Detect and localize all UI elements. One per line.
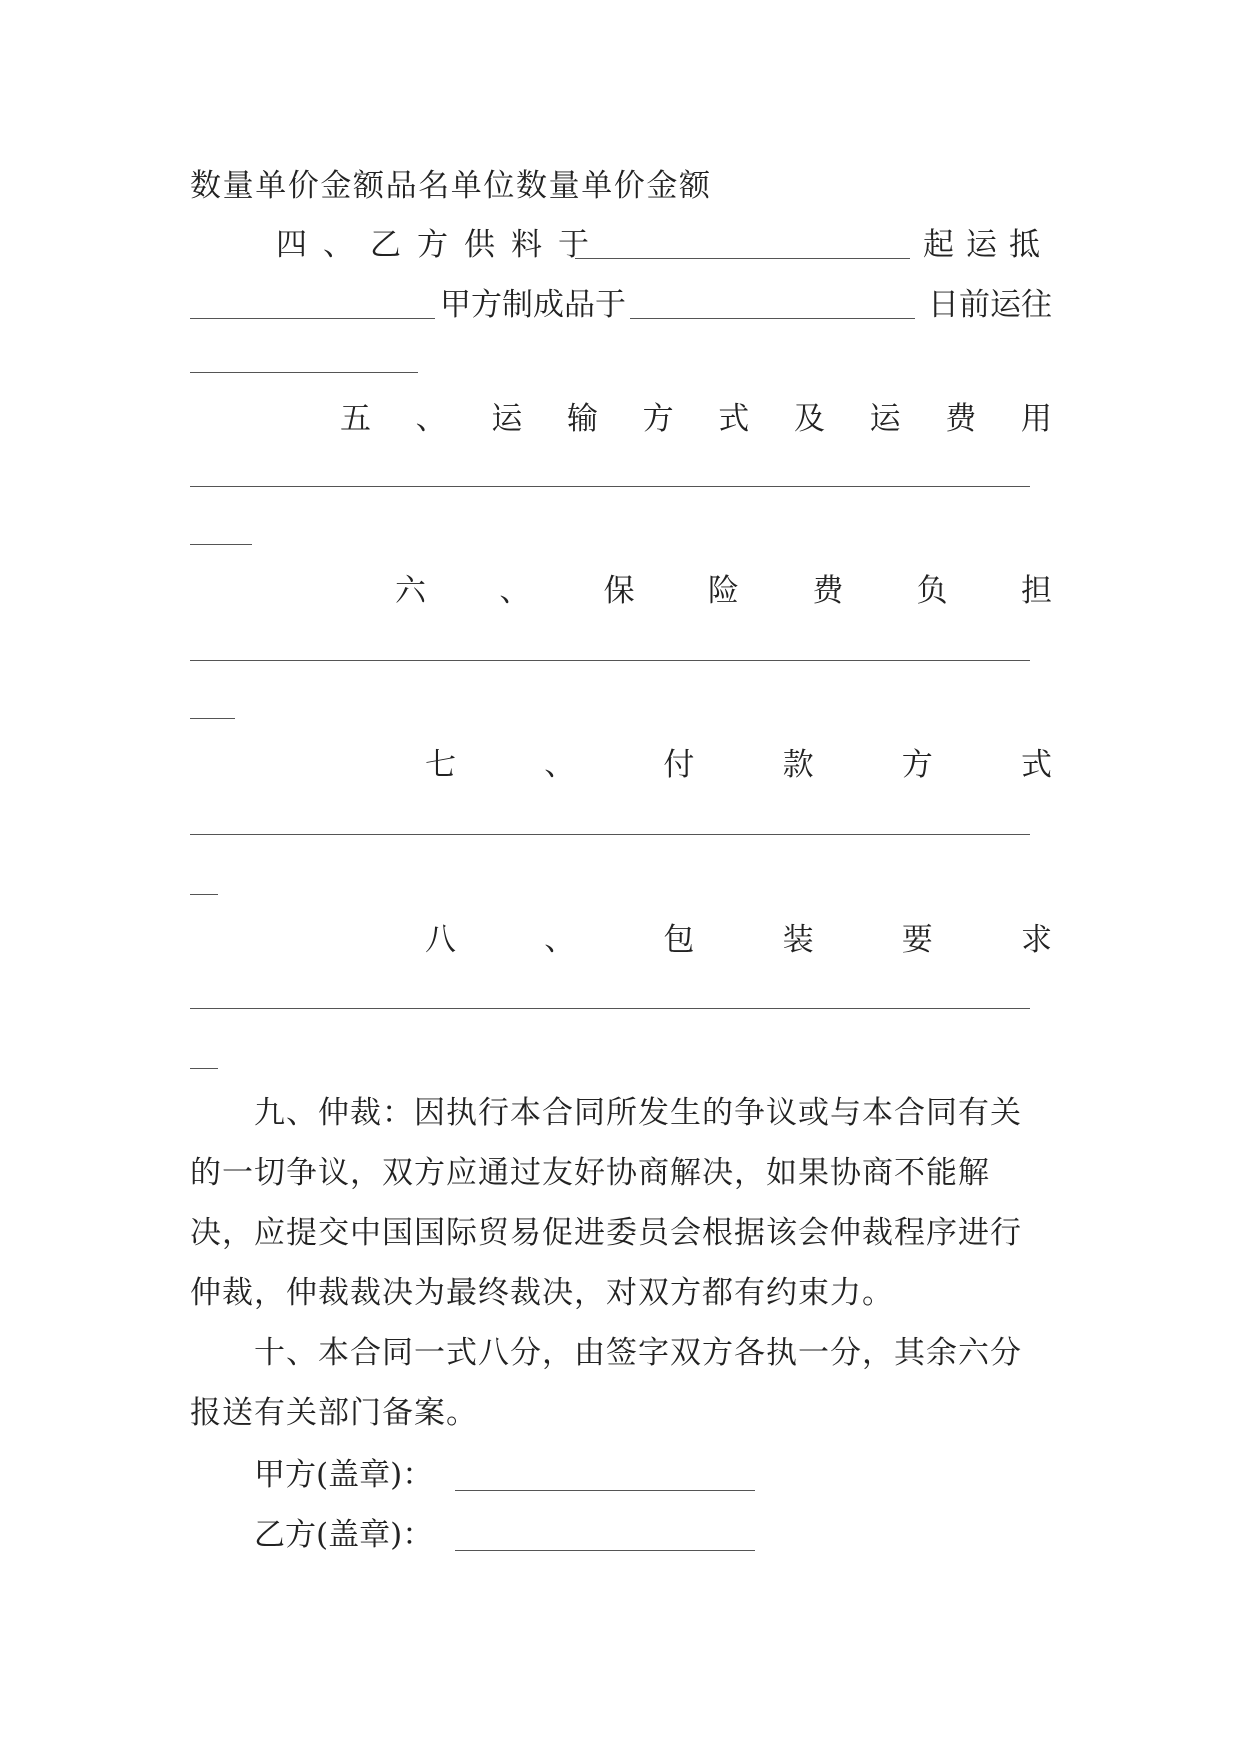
item6-char: 担 [1020,573,1052,609]
item6-char: 负 [916,573,948,609]
item7-char: 款 [782,747,814,783]
item5-char: 五 [340,401,371,437]
item4-blank-date[interactable] [630,318,915,319]
item5-blank[interactable] [190,486,1030,487]
item9-text: 九、仲裁：因执行本合同所发生的争议或与本合同有关的一切争议，双方应通过友好协商解决，如果协商不能解决，应提交中国国际贸易促进委员会根据该会仲裁程序进行仲裁，仲裁裁决为最终裁决，对双方都有约束力。 [190,1095,1022,1311]
item4-blank-origin[interactable] [575,258,910,259]
table-header-row: 数量单价金额品名单位数量单价金额 [190,168,712,204]
item6-char: 保 [603,573,635,609]
item5-char: 费 [945,401,977,437]
item5-char: 运 [491,401,523,437]
item10-text: 十、本合同一式八分，由签字双方各执一分，其余六分报送有关部门备案。 [190,1335,1022,1431]
item5-char: 式 [718,401,750,437]
item5-char: 输 [566,401,598,437]
item5-char: 方 [642,401,674,437]
item10-copies-clause [190,1323,1052,1443]
party-a-label: 甲方(盖章)： [254,1457,434,1493]
item5-char: 用 [1020,401,1052,437]
item5-char: 运 [869,401,901,437]
party-a-seal-blank[interactable] [455,1490,755,1491]
item8-blank-tail[interactable] [190,1068,218,1069]
item7-char: 方 [901,747,933,783]
item8-char: 八 [425,922,456,958]
item9-arbitration-clause [190,1083,1052,1323]
item8-char: 装 [782,922,814,958]
item4-after-blank3: 日前运往 [928,287,1052,323]
item6-blank[interactable] [190,660,1030,661]
item5-char: 及 [793,401,825,437]
item4-prefix: 四、乙方供料于 [276,227,605,263]
item4-middle: 甲方制成品于 [440,287,626,323]
item7-char: 七 [425,747,456,783]
item6-char: 险 [707,573,739,609]
item6-char: 、 [499,573,531,609]
item6-char: 费 [812,573,844,609]
item8-char: 、 [544,922,576,958]
party-b-seal-blank[interactable] [455,1550,755,1551]
item7-blank[interactable] [190,834,1030,835]
item6-char: 六 [395,573,426,609]
item7-blank-tail[interactable] [190,894,218,895]
item5-blank-tail[interactable] [190,544,252,545]
item4-blank-destination[interactable] [190,318,435,319]
item7-char: 式 [1020,747,1052,783]
item8-blank[interactable] [190,1008,1030,1009]
item8-char: 求 [1020,922,1052,958]
item5-char: 、 [415,401,447,437]
item4-after-blank1: 起运抵 [923,227,1052,263]
item8-char: 要 [901,922,933,958]
party-b-label: 乙方(盖章)： [254,1517,434,1553]
item8-char: 包 [663,922,695,958]
item6-blank-tail[interactable] [190,718,235,719]
item4-blank-ship-to[interactable] [190,372,418,373]
item7-char: 、 [544,747,576,783]
item7-char: 付 [663,747,695,783]
